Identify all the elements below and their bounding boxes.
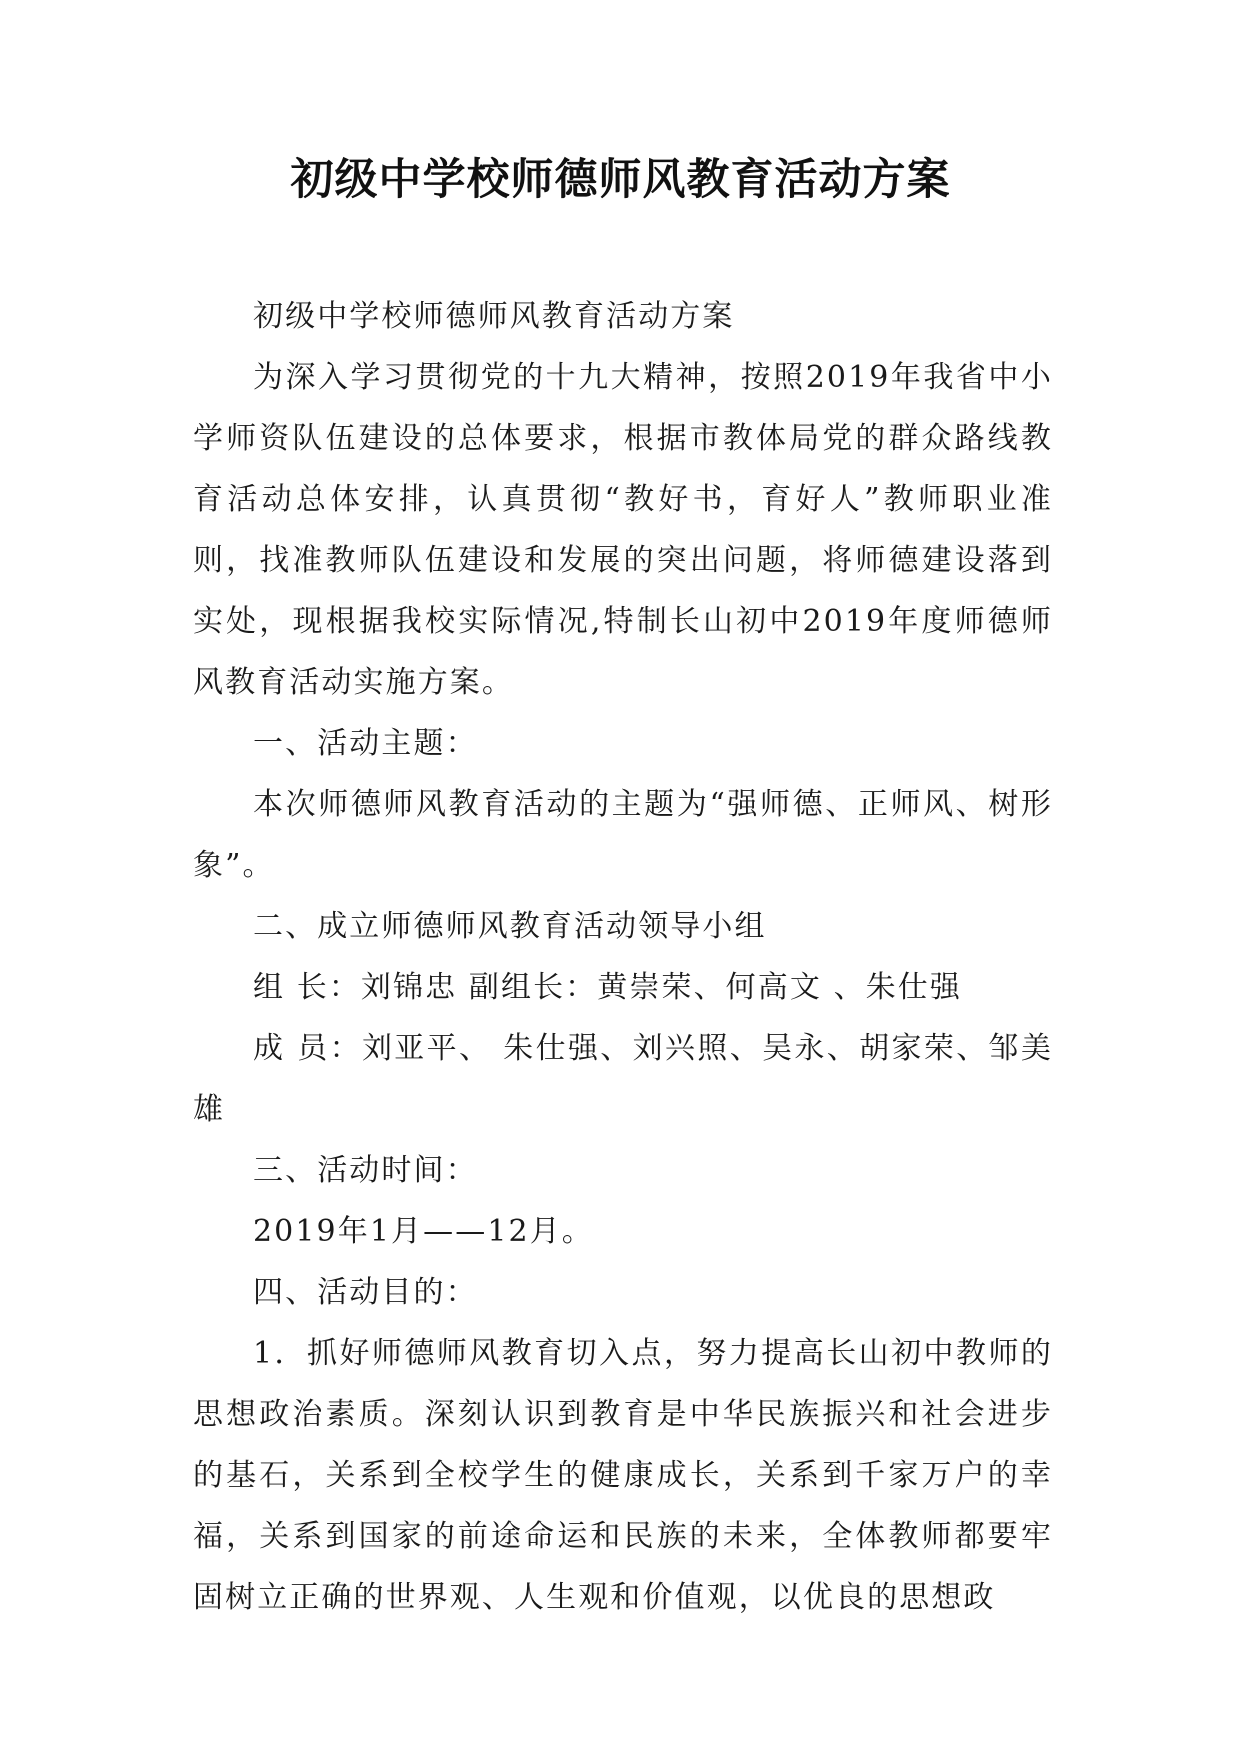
- section-heading-leadership: 二、成立师德师风教育活动领导小组: [253, 909, 767, 944]
- section-heading-purpose: 四、活动目的：: [253, 1275, 478, 1310]
- document-body: [193, 286, 1053, 1628]
- paragraph-members: 成 员：刘亚平、 朱仕强、刘兴照、吴永、胡家荣、邹美雄: [193, 1031, 1053, 1127]
- paragraph-purpose-1: 1．抓好师德师风教育切入点，努力提高长山初中教师的思想政治素质。深刻认识到教育是中华民族振兴和社会进步的基石，关系到全校学生的健康成长，关系到千家万户的幸福，关系到国家的前途命运和民族的未来，全体教师都要牢固树立正确的世界观、人生观和价值观，以优良的思想政: [193, 1336, 1053, 1615]
- section-heading-time: 三、活动时间：: [253, 1153, 478, 1188]
- paragraph-intro: 为深入学习贯彻党的十九大精神，按照2019年我省中小学师资队伍建设的总体要求，根据市教体局党的群众路线教育活动总体安排，认真贯彻“教好书，育好人”教师职业准则，找准教师队伍建设和发展的突出问题，将师德建设落到实处，现根据我校实际情况,特制长山初中2019年度师德师风教育活动实施方案。: [193, 360, 1053, 700]
- section-heading-theme: 一、活动主题：: [253, 726, 478, 761]
- document-title: 初级中学校师德师风教育活动方案: [290, 155, 951, 205]
- paragraph-time: 2019年1月——12月。: [253, 1214, 594, 1249]
- paragraph-leaders: 组 长：刘锦忠 副组长：黄崇荣、何高文 、朱仕强: [253, 970, 963, 1005]
- paragraph-subtitle: 初级中学校师德师风教育活动方案: [253, 299, 735, 334]
- paragraph-theme: 本次师德师风教育活动的主题为“强师德、正师风、树形象”。: [193, 787, 1053, 883]
